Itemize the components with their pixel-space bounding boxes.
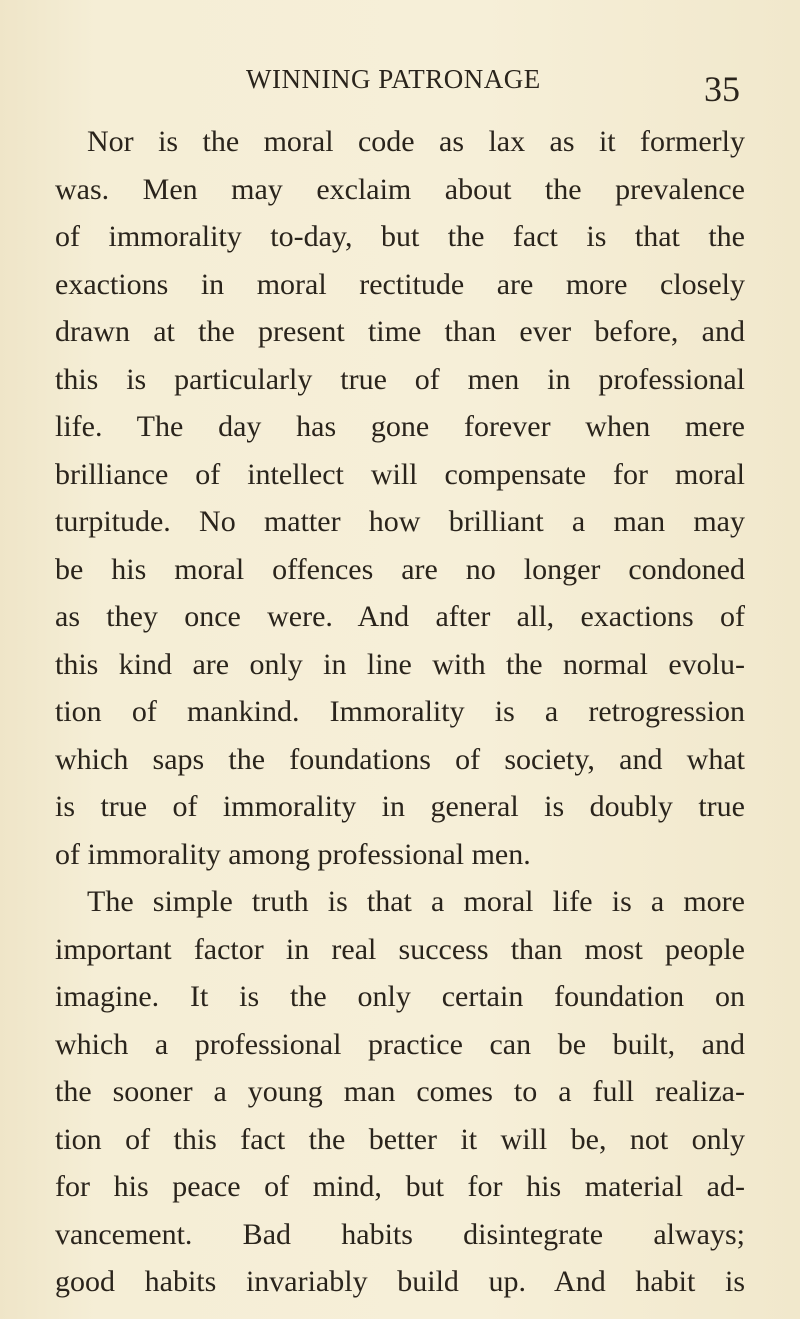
text-line: life. The day has gone forever when mere <box>55 410 745 443</box>
text-line: Nor is the moral code as lax as it formerly <box>87 125 745 158</box>
text-line: of immorality to-day, but the fact is that the <box>55 220 745 253</box>
text-line: be his moral offences are no longer condoned <box>55 552 745 586</box>
text-line: as they once were. And after all, exactions of <box>55 600 745 633</box>
text-line: this is particularly true of men in professional <box>55 362 745 396</box>
text-line: drawn at the present time than ever before, and <box>55 315 745 348</box>
text-line: for his peace of mind, but for his material ad- <box>55 1170 745 1203</box>
text-line: good habits invariably build up. And habit is <box>55 1265 745 1298</box>
text-line: the sooner a young man comes to a full realiza- <box>55 1075 745 1108</box>
text-line: The simple truth is that a moral life is a more <box>87 885 745 918</box>
page-number: 35 <box>704 69 740 109</box>
text-line: important factor in real success than most people <box>55 932 745 966</box>
text-line: of immorality among professional men. <box>55 837 531 871</box>
running-head-title: WINNING PATRONAGE <box>246 64 541 94</box>
running-head <box>0 64 800 109</box>
text-line: is true of immorality in general is doubly true <box>55 790 745 823</box>
text-line: tion of mankind. Immorality is a retrogression <box>55 695 745 728</box>
text-line: this kind are only in line with the normal evolu- <box>55 647 745 681</box>
body-text <box>55 118 745 1306</box>
text-line: was. Men may exclaim about the prevalence <box>55 172 745 206</box>
text-line: which saps the foundations of society, and what <box>55 742 745 776</box>
text-line: imagine. It is the only certain foundation on <box>55 980 745 1013</box>
text-line: tion of this fact the better it will be, not only <box>55 1122 745 1156</box>
text-line: turpitude. No matter how brilliant a man may <box>55 505 745 538</box>
text-line: brilliance of intellect will compensate for moral <box>55 457 745 491</box>
text-line: exactions in moral rectitude are more closely <box>55 267 745 301</box>
text-line: vancement. Bad habits disintegrate always; <box>55 1217 745 1251</box>
text-line: which a professional practice can be built, and <box>55 1027 745 1061</box>
